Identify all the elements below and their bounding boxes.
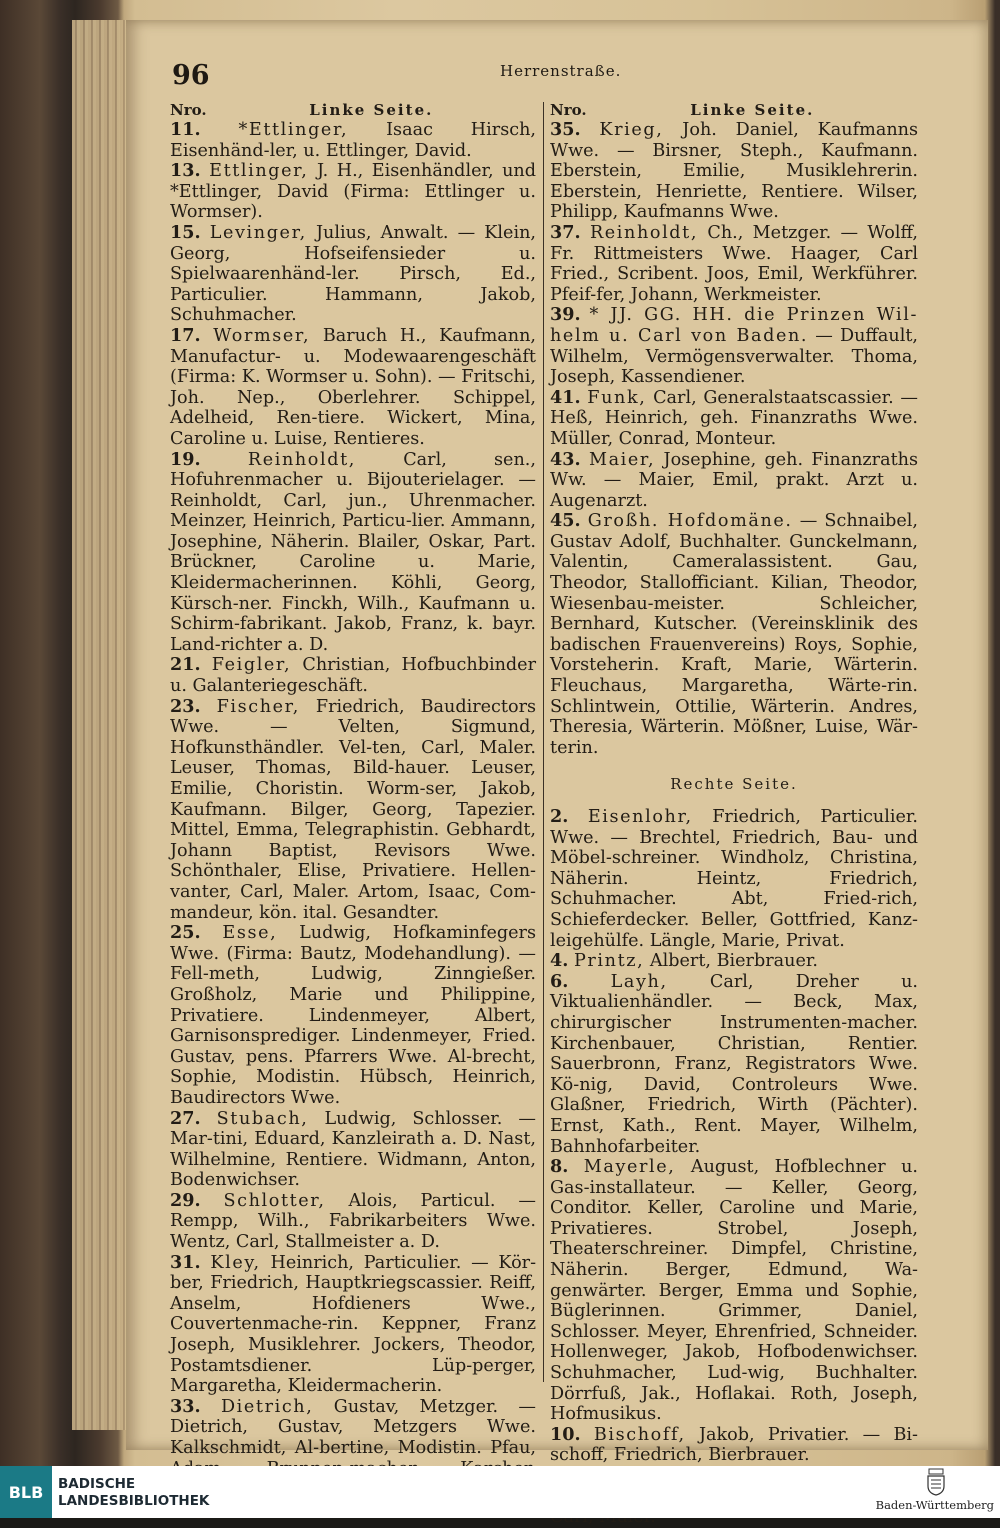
directory-entry: [550, 1157, 918, 1425]
resident-name: Stubach,: [216, 1108, 309, 1129]
blb-logo[interactable]: BLB: [0, 1466, 52, 1518]
entry-text: Ludwig, Schlosser. — Mar-tini, Eduard, Kanzleirath a. D. Nast, Wilhelmine, Rentiere. Widmann, Anton, Bodenwichser.: [170, 1108, 536, 1191]
resident-name: Großh. Hofdomäne.: [587, 511, 793, 532]
coat-of-arms-icon: [926, 1468, 946, 1496]
right-column-header: [550, 100, 918, 120]
region-label: Baden-Württemberg: [875, 1498, 994, 1512]
entry-text: Joh. Daniel, Kaufmanns Wwe. — Birsner, Steph., Kaufmann. Eberstein, Emilie, Musiklehrerin. Eberstein, Henriette, Rentiere. Wilser, Philipp, Kaufmanns Wwe.: [550, 120, 919, 223]
directory-entry: [170, 1253, 536, 1397]
house-number: 13.: [170, 160, 201, 182]
entry-text: Albert, Bierbrauer.: [649, 951, 818, 972]
house-number: 37.: [550, 221, 581, 243]
resident-name: Kley,: [210, 1252, 261, 1273]
directory-entry: [550, 511, 918, 758]
resident-name: Bischoff,: [593, 1424, 686, 1445]
header-no-label: Nro.: [170, 101, 207, 119]
entry-text: Julius, Anwalt. — Klein, Georg, Hofseifensieder u. Spielwaarenhänd-ler. Pirsch, Ed., Particulier. Hammann, Jakob, Schuhmacher.: [170, 222, 536, 326]
house-number: 25.: [170, 922, 201, 944]
running-head: Herrenstraße.: [500, 62, 622, 80]
header-side-label: Linke Seite.: [690, 101, 815, 119]
column-divider: [543, 102, 544, 1382]
house-number: 41.: [550, 386, 581, 408]
entry-text: — Duffault, Wilhelm, Vermögensverwalter. Thoma, Joseph, Kassendiener.: [550, 325, 919, 388]
left-column-header: [170, 100, 536, 120]
directory-entry: [550, 305, 918, 387]
directory-entry: [170, 1109, 536, 1191]
directory-entry: [550, 972, 918, 1157]
page-number: 96: [172, 60, 210, 91]
resident-name: Mayerle,: [583, 1157, 676, 1178]
house-number: 2.: [550, 806, 569, 827]
resident-name: Wormser,: [213, 325, 311, 346]
directory-entry: [550, 807, 918, 951]
library-name-line2: LANDESBIBLIOTHEK: [58, 1493, 210, 1509]
left-entries: [170, 120, 536, 1520]
directory-entry: [170, 326, 536, 450]
right-entries-left-side: [550, 120, 918, 758]
resident-name: Feigler,: [211, 655, 292, 676]
resident-name: Fischer,: [216, 696, 300, 717]
section-heading-right-side: Rechte Seite.: [670, 775, 798, 794]
page-edges: [72, 20, 132, 1430]
library-name-line1: BADISCHE: [58, 1476, 136, 1492]
directory-entry: [170, 1191, 536, 1253]
resident-name: Reinholdt,: [589, 222, 699, 243]
house-number: 17.: [170, 324, 201, 346]
footer-bar: [0, 1466, 1000, 1518]
directory-entry: [170, 697, 536, 924]
directory-entry: [550, 120, 918, 223]
house-number: 21.: [170, 654, 201, 676]
house-number: 29.: [170, 1189, 201, 1211]
entry-text: Ludwig, Hofkaminfegers Wwe. (Firma: Bautz, Modehandlung). — Fell-meth, Ludwig, Zinngießer. Großholz, Marie und Philippine, Privatiere. Lindenmeyer, Albert, Garnisonsprediger. Lindenmeyer, Fried. Gustav, pens. Pfarrers Wwe. Al-brecht, Sophie, Modistin. Hübsch, Heinrich, Baudirectors Wwe.: [170, 923, 536, 1108]
house-number: 10.: [550, 1423, 581, 1445]
left-column: [170, 100, 536, 1520]
resident-name: Funk,: [587, 387, 647, 408]
header-side-label: Linke Seite.: [309, 101, 434, 119]
directory-entry: [170, 120, 536, 161]
resident-name: Schlotter,: [223, 1190, 326, 1211]
house-number: 15.: [170, 221, 201, 243]
entry-text: August, Hofblechner u. Gas-installateur. — Keller, Georg, Conditor. Keller, Caroline und Marie, Privatieres. Strobel, Joseph, Theaterschreiner. Dimpfel, Christine, Näherin. Berger, Edmund, Wa-genwärter. Berger, Emma und Sophie, Büglerinnen. Grimmer, Daniel, Schlosser. Meyer, Ehrenfried, Schneider. Hollenweger, Jakob, Hofbodenwichser. Schuhmacher, Lud-wig, Buchhalter. Dörrfuß, Jak., Hoflakai. Roth, Joseph, Hofmusikus.: [550, 1157, 919, 1425]
entry-text: J. H., Eisenhändler, und *Ettlinger, David (Firma: Ettlinger u. Wormser).: [170, 161, 536, 223]
entry-text: Carl, Dreher u. Viktualienhändler. — Beck, Max, chirurgischer Instrumenten-macher. Kirchenbauer, Christian, Rentier. Sauerbronn, Franz, Registrators Wwe. Kö-nig, David, Controleurs Wwe. Glaßner, Friedrich, Wirth (Pächter). Ernst, Kath., Rent. Mayer, Wilhelm, Bahnhofarbeiter.: [550, 971, 918, 1157]
resident-name: Layh,: [610, 971, 668, 992]
entry-text: Isaac Hirsch, Eisenhänd-ler, u. Ettlinger, David.: [170, 120, 536, 161]
entry-text: Friedrich, Particulier. Wwe. — Brechtel, Friedrich, Bau- und Möbel-schreiner. Windholz, Christina, Näherin. Heintz, Friedrich, Schuhmacher. Abt, Fried-rich, Schieferdecker. Beller, Gottfried, Kanz-leigehülfe. Längle, Marie, Privat.: [550, 807, 918, 951]
entry-text: Baruch H., Kaufmann, Manufactur- u. Modewaarengeschäft (Firma: K. Wormser u. Sohn). — Fritschi, Joh. Nep., Oberlehrer. Schippel, Adelheid, Ren-tiere. Wickert, Mina, Caroline u. Luise, Rentieres.: [170, 325, 537, 449]
resident-name: Eisenlohr,: [587, 807, 693, 827]
entry-text: Christian, Hofbuchbinder u. Galanteriegeschäft.: [170, 655, 536, 697]
directory-entry: [550, 223, 918, 305]
header-no-label: Nro.: [550, 101, 587, 119]
entry-text: Heinrich, Particulier. — Kör-ber, Friedrich, Hauptkriegscassier. Reiff, Anselm, Hofdieners Wwe., Couvertenmache-rin. Keppner, Franz Joseph, Musiklehrer. Jockers, Theodor, Postamtsdiener. Lüp-perger, Margaretha, Kleidermacherin.: [170, 1252, 537, 1397]
resident-name: Esse,: [222, 923, 278, 944]
resident-name: Levinger,: [209, 222, 307, 243]
right-entries-right-side: [550, 807, 918, 1528]
house-number: 19.: [170, 448, 201, 470]
directory-entry: [550, 450, 918, 512]
house-number: 4.: [550, 950, 569, 972]
house-number: 11.: [170, 119, 201, 140]
house-number: 31.: [170, 1251, 201, 1273]
house-number: 43.: [550, 448, 581, 470]
resident-name: Maier,: [588, 449, 656, 470]
entry-text: Carl, Generalstaatscassier. — Heß, Heinrich, geh. Finanzraths Wwe. Müller, Conrad, Monteur.: [550, 387, 919, 449]
entry-text: — Schnaibel, Gustav Adolf, Buchhalter. Gunckelmann, Valentin, Cameralassistent. Gau, Theodor, Stallofficiant. Kilian, Theodor, Wiesenbau-meister. Schleicher, Bernhard, Kutscher. (Vereinsklinik des badischen Frauenvereins) Roys, Sophie, Vorsteherin. Kraft, Marie, Wärterin. Fleuchaus, Margaretha, Wärte-rin. Schlintwein, Ottilie, Wärterin. Andres, Theresia, Wärterin. Mößner, Luise, Wär-terin.: [550, 511, 919, 758]
resident-name: Printz,: [573, 951, 645, 972]
resident-name: * JJ. GG. HH. die Prinzen Wil-helm u. Carl von Baden.: [550, 305, 919, 346]
resident-name: Dietrich,: [220, 1396, 314, 1417]
right-column: [550, 100, 918, 1528]
directory-entry: [550, 388, 918, 450]
entry-text: Josephine, geh. Finanzraths Ww. — Maier, Emil, prakt. Arzt u. Augenarzt.: [550, 449, 919, 511]
house-number: 27.: [170, 1107, 201, 1129]
house-number: 35.: [550, 119, 581, 140]
directory-entry: [550, 951, 918, 972]
entry-text: Alois, Particul. — Rempp, Wilh., Fabrikarbeiters Wwe. Wentz, Carl, Stallmeister a. D.: [170, 1190, 536, 1253]
library-name[interactable]: [58, 1476, 209, 1510]
directory-entry: [170, 223, 536, 326]
house-number: 6.: [550, 970, 569, 992]
directory-entry: [170, 450, 536, 656]
resident-name: Ettlinger,: [209, 161, 309, 182]
directory-entry: [550, 1425, 918, 1466]
house-number: 33.: [170, 1395, 201, 1417]
entry-text: Jakob, Privatier. — Bi-schoff, Friedrich, Bierbrauer.: [550, 1424, 918, 1466]
directory-entry: [170, 161, 536, 223]
entry-text: Gustav, Metzger. — Dietrich, Gustav, Metzgers Wwe. Kalkschmidt, Al-bertine, Modistin. Pfau,: [170, 1396, 536, 1458]
entry-text: Carl, sen., Hofuhrenmacher u. Bijouterielager. — Reinholdt, Carl, jun., Uhrenmacher. Meinzer, Heinrich, Particu-lier. Ammann, Josephine, Näherin. Blailer, Oskar, Part. Brückner, Caroline u. Marie, Kleidermacherinnen. Köhli, Georg, Kürsch-ner. Finckh, Wilh., Kaufmann u. Schirm-fabrikant. Jakob, Franz, k. bayr. Land-richter a. D.: [170, 449, 536, 655]
resident-name: Krieg,: [599, 120, 664, 140]
directory-entry: [170, 923, 536, 1108]
house-number: 39.: [550, 304, 581, 326]
entry-text: Friedrich, Baudirectors Wwe. — Velten, Sigmund, Hofkunsthändler. Vel-ten, Carl, Maler. Leuser, Thomas, Bild-hauer. Leuser, Emilie, Choristin. Worm-ser, Jakob, Kaufmann. Bilger, Georg, Tapezier. Mittel, Emma, Telegraphistin. Gebhardt, Johann Baptist, Revisors Wwe. Schönthaler, Elise, Privatiere. Hellen-vanter, Carl, Maler. Artom, Isaac, Com-mandeur, kön. ital. Gesandter.: [170, 696, 537, 923]
resident-name: Reinholdt,: [247, 449, 356, 470]
resident-name: *Ettlinger,: [238, 120, 349, 140]
house-number: 23.: [170, 695, 201, 717]
house-number: 8.: [550, 1156, 569, 1178]
house-number: 45.: [550, 510, 581, 532]
directory-entry: [170, 655, 536, 696]
entry-text: Ch., Metzger. — Wolff, Fr. Rittmeisters Wwe. Haager, Carl Fried., Scribent. Joos, Emil, Werkführer. Pfeif-fer, Johann, Werkmeister.: [550, 222, 918, 305]
